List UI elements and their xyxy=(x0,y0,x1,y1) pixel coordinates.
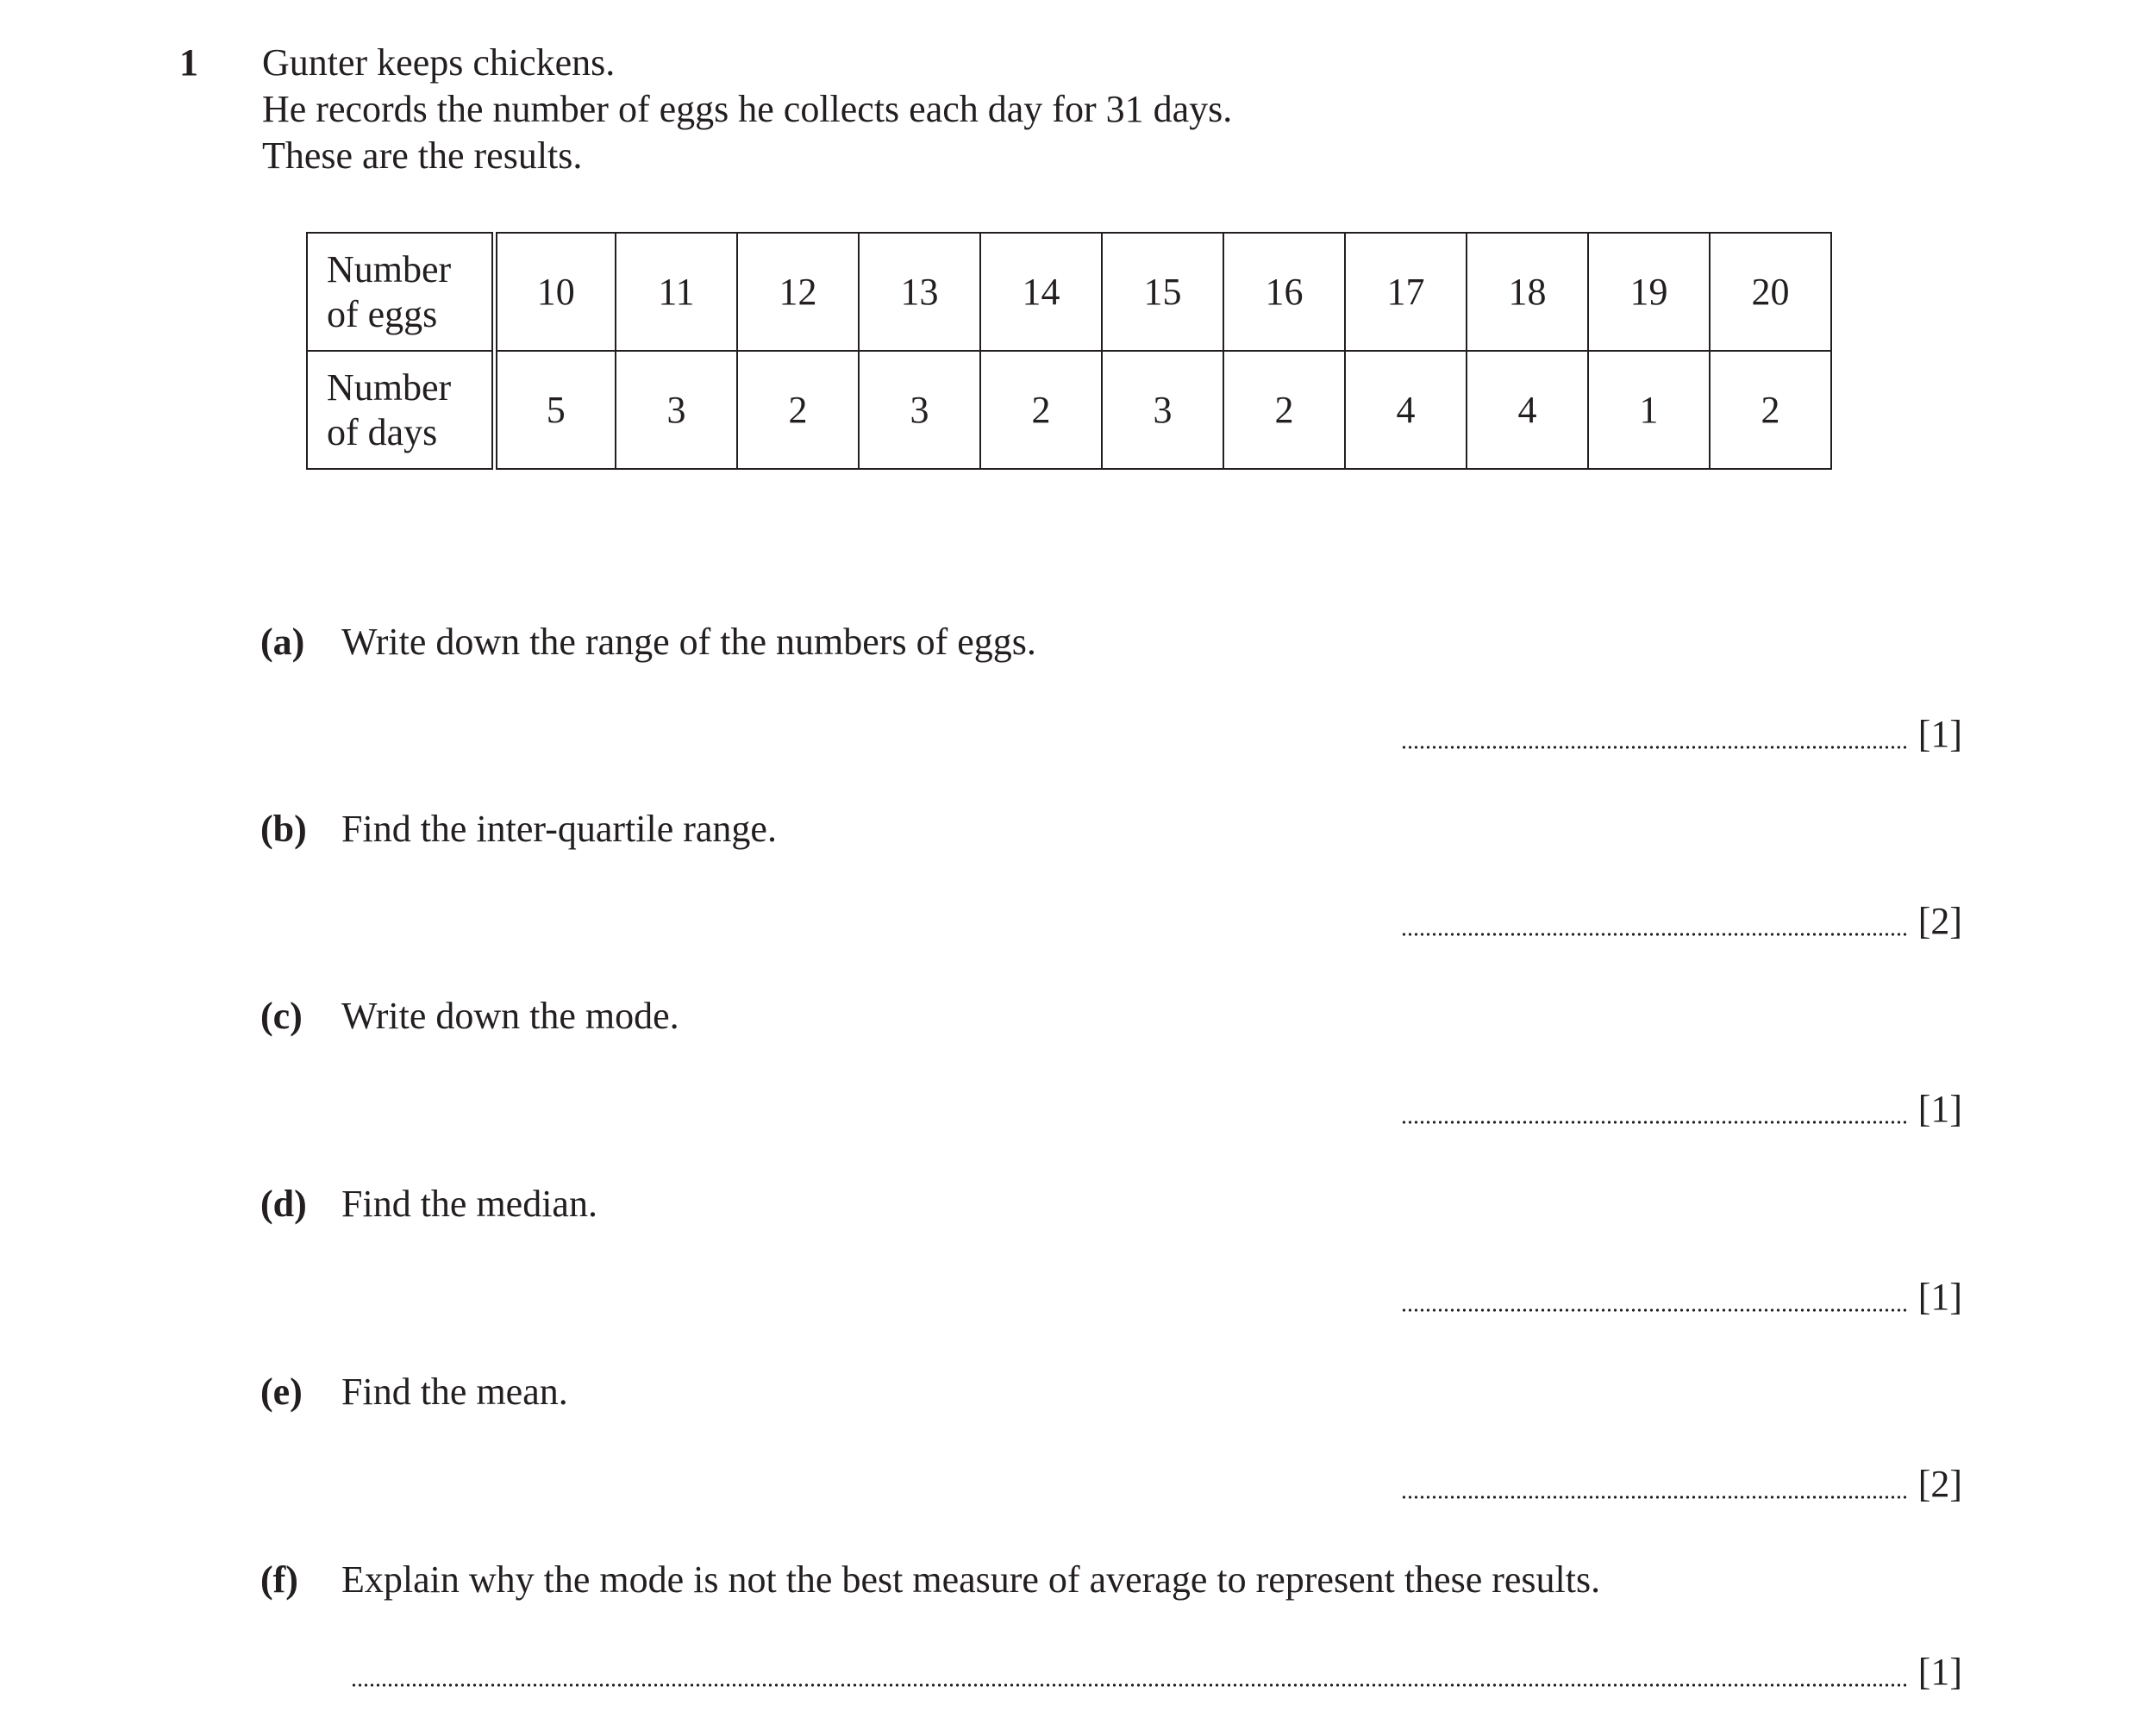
eggs-cell: 15 xyxy=(1102,233,1223,351)
answer-line-f[interactable] xyxy=(351,1649,1962,1695)
marks: [1] xyxy=(1917,713,1962,755)
intro-line: He records the number of eggs he collects each day for 31 days. xyxy=(262,88,1233,130)
answer-dots[interactable] xyxy=(1401,1308,1910,1312)
part-label: (a) xyxy=(260,621,305,663)
part-c xyxy=(260,993,679,1040)
eggs-frequency-table xyxy=(306,232,1832,470)
days-cell: 4 xyxy=(1345,351,1467,469)
eggs-cell: 20 xyxy=(1710,233,1831,351)
eggs-cell: 17 xyxy=(1345,233,1467,351)
eggs-cell: 13 xyxy=(859,233,980,351)
answer-line-d[interactable] xyxy=(1401,1274,1962,1321)
answer-dots[interactable] xyxy=(1401,1121,1910,1124)
part-e xyxy=(260,1369,568,1415)
part-text: Explain why the mode is not the best measure of average to represent these results. xyxy=(341,1558,1601,1601)
marks: [1] xyxy=(1917,1651,1962,1693)
part-text: Find the mean. xyxy=(341,1371,568,1413)
part-label: (b) xyxy=(260,808,307,850)
intro-line: These are the results. xyxy=(262,134,583,177)
eggs-cell: 19 xyxy=(1588,233,1710,351)
eggs-cell: 10 xyxy=(494,233,616,351)
days-cell: 2 xyxy=(1710,351,1831,469)
answer-line-e[interactable] xyxy=(1401,1461,1962,1508)
table-row-days xyxy=(307,351,1831,469)
part-label: (f) xyxy=(260,1558,298,1601)
answer-dots[interactable] xyxy=(1401,1496,1910,1499)
part-label: (c) xyxy=(260,995,303,1037)
answer-dots[interactable] xyxy=(1401,746,1910,749)
days-cell: 4 xyxy=(1467,351,1588,469)
part-text: Find the median. xyxy=(341,1183,597,1225)
part-label: (d) xyxy=(260,1183,307,1225)
days-cell: 2 xyxy=(1223,351,1345,469)
intro-line: Gunter keeps chickens. xyxy=(262,41,616,84)
days-cell: 2 xyxy=(737,351,859,469)
row-header-days: Number of days xyxy=(307,351,494,469)
part-text: Write down the mode. xyxy=(341,995,679,1037)
eggs-cell: 14 xyxy=(980,233,1102,351)
days-cell: 1 xyxy=(1588,351,1710,469)
part-text: Write down the range of the numbers of eggs. xyxy=(341,621,1036,663)
question-number: 1 xyxy=(179,41,198,84)
part-text: Find the inter-quartile range. xyxy=(341,808,777,850)
marks: [1] xyxy=(1917,1088,1962,1130)
days-cell: 3 xyxy=(1102,351,1223,469)
part-f xyxy=(260,1557,1600,1603)
answer-dots[interactable] xyxy=(1401,933,1910,936)
eggs-cell: 16 xyxy=(1223,233,1345,351)
eggs-cell: 12 xyxy=(737,233,859,351)
days-cell: 3 xyxy=(859,351,980,469)
answer-line-b[interactable] xyxy=(1401,898,1962,945)
answer-dots[interactable] xyxy=(351,1683,1910,1687)
days-cell: 5 xyxy=(494,351,616,469)
answer-line-c[interactable] xyxy=(1401,1086,1962,1133)
days-cell: 2 xyxy=(980,351,1102,469)
marks: [2] xyxy=(1917,900,1962,942)
marks: [1] xyxy=(1917,1276,1962,1318)
table-row-eggs xyxy=(307,233,1831,351)
part-d xyxy=(260,1181,597,1227)
row-header-eggs: Number of eggs xyxy=(307,233,494,351)
answer-line-a[interactable] xyxy=(1401,711,1962,758)
days-cell: 3 xyxy=(616,351,737,469)
question-intro xyxy=(262,40,1232,179)
eggs-cell: 11 xyxy=(616,233,737,351)
eggs-cell: 18 xyxy=(1467,233,1588,351)
part-a xyxy=(260,619,1036,665)
part-b xyxy=(260,806,777,852)
part-label: (e) xyxy=(260,1371,303,1413)
marks: [2] xyxy=(1917,1463,1962,1505)
